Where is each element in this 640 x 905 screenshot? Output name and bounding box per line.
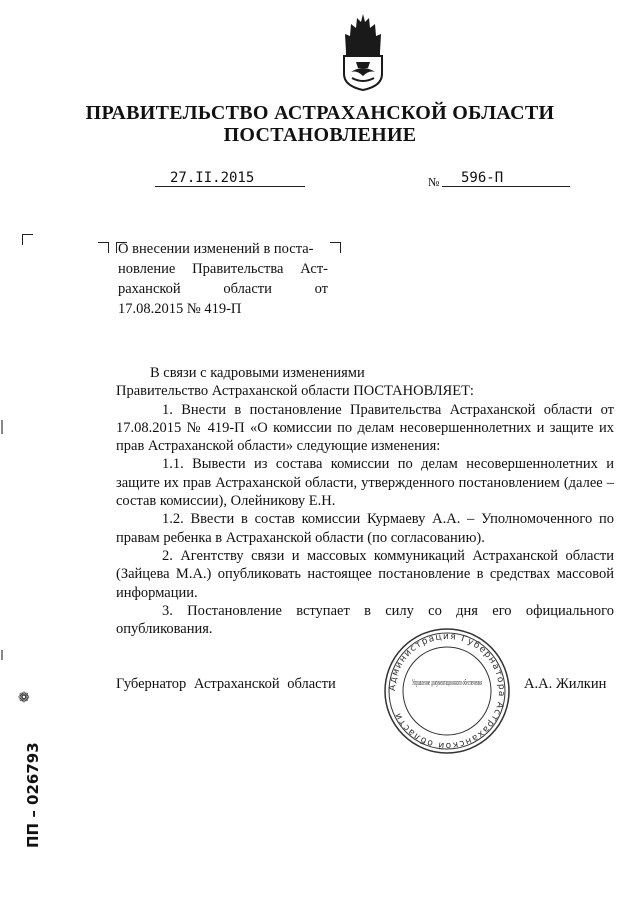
scan-edge-mark [1, 420, 3, 434]
subject-line: новление Правительства Аст- [118, 261, 328, 277]
ornament-icon: ❁ [18, 691, 30, 706]
corner-mark [22, 234, 33, 245]
subject-line: 17.08.2015 № 419-П [118, 301, 242, 317]
subject-line: раханской области от [118, 281, 328, 297]
paragraph-3: 3. Постановление вступает в силу со дня его официального опубликования. [116, 602, 614, 638]
svg-text:Управление документационного о [412, 678, 482, 687]
number-label: № [428, 175, 440, 189]
stamp-inner-text: Управление документационного обеспечения [412, 678, 483, 687]
paragraph-2: 2. Агентству связи и массовых коммуникаций Астраханской области (Зайцева М.А.) опубликовать настоящее постановление в средствах массовой информации. [116, 547, 614, 601]
corner-mark [330, 242, 341, 253]
stamp-outer-text: Администрация Губернатора Астраханской области [387, 631, 507, 751]
document-subject [118, 239, 328, 319]
document-number: 596-П [461, 170, 504, 186]
document-type-title: ПОСТАНОВЛЕНИЕ [223, 124, 417, 146]
coat-of-arms-emblem [338, 12, 388, 92]
scan-edge-mark [1, 650, 3, 660]
paragraph-1: 1. Внести в постановление Правительства Астраханской области от 17.08.2015 № 419-П «О комиссии по делам несовершеннолетних и защите их прав Астраханской области» следующие изменения: [116, 401, 614, 455]
signatory-position: Губернатор Астраханской области [116, 676, 336, 692]
paragraph-1-2: 1.2. Ввести в состав комиссии Курмаеву А.А. – Уполномоченного по правам ребенка в Астраханской области (по согласованию). [116, 511, 614, 546]
document-date: 27.II.2015 [170, 170, 255, 186]
signatory-name: А.А. Жилкин [524, 676, 607, 692]
paragraph-1-1: 1.1. Вывести из состава комиссии по делам несовершеннолетних и защите их прав Астраханской области, утвержденного постановлением (далее – состав комиссии), Олейникову Е.Н. [116, 456, 614, 510]
document-body [116, 364, 614, 638]
intro-line: В связи с кадровыми изменениями [150, 365, 365, 381]
intro-line: Правительство Астраханской области ПОСТАНОВЛЯЕТ: [116, 383, 474, 400]
serial-number [18, 700, 48, 850]
date-underline [155, 186, 305, 187]
subject-line: О внесении изменений в поста- [118, 241, 314, 257]
number-underline [442, 186, 570, 187]
corner-mark [98, 242, 109, 253]
serial-number-text: ПП – 026793 [24, 742, 42, 848]
organization-title: ПРАВИТЕЛЬСТВО АСТРАХАНСКОЙ ОБЛАСТИ [85, 102, 555, 124]
official-stamp [383, 627, 511, 755]
